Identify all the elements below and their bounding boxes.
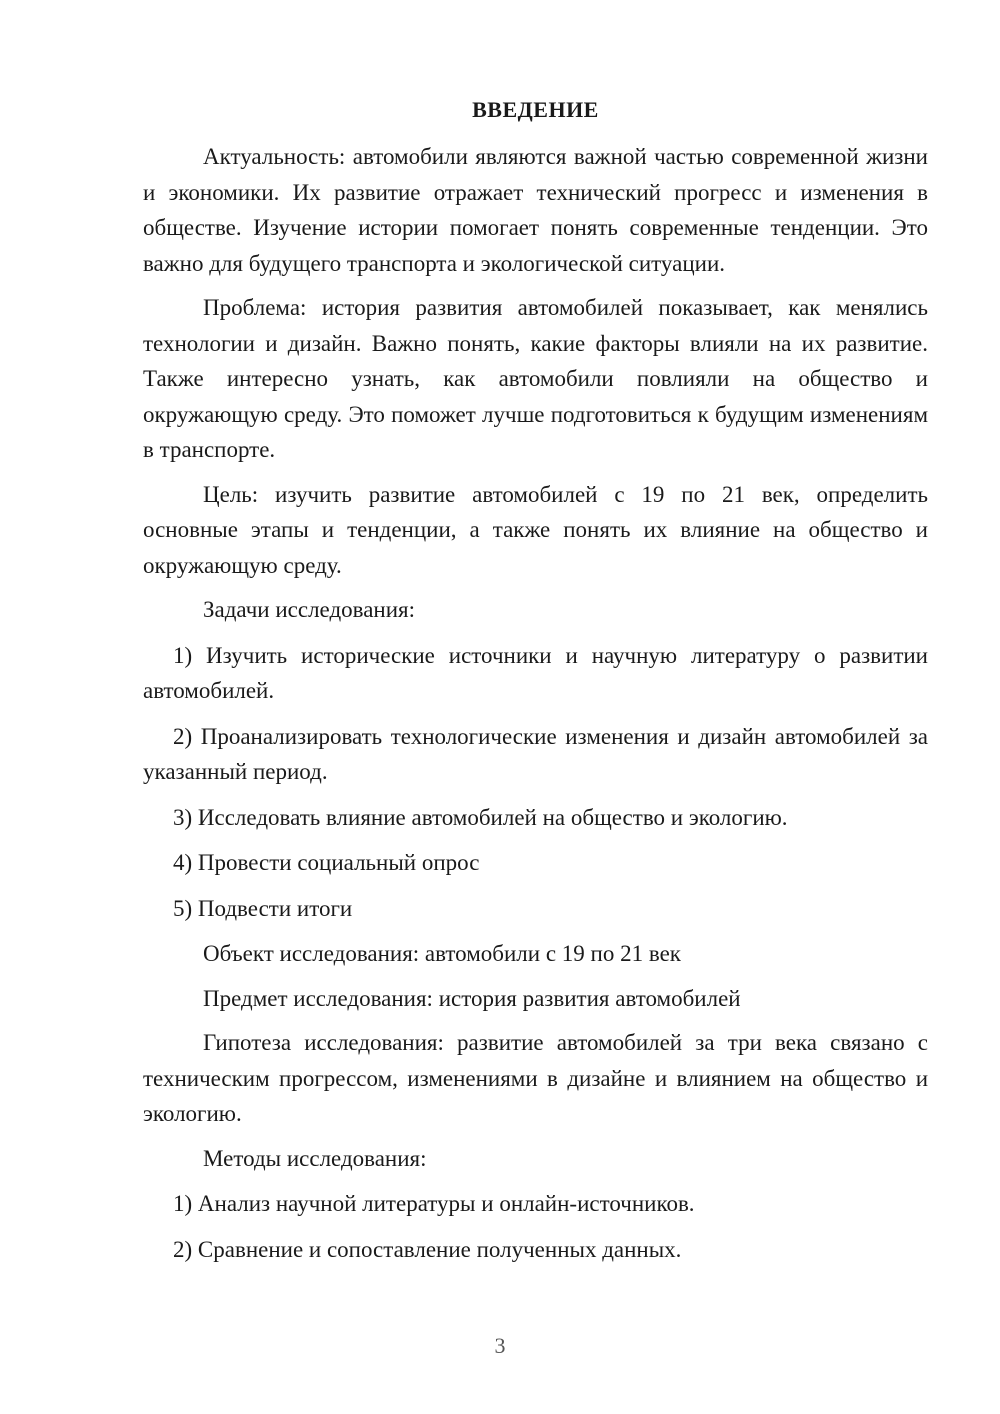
object-paragraph: Объект исследования: автомобили с 19 по 21 век	[203, 941, 681, 966]
page-number: 3	[494, 1333, 506, 1358]
task-item-2: 2) Проанализировать технологические изменения и дизайн автомобилей за указанный период.	[143, 723, 928, 784]
relevance-paragraph: Актуальность: автомобили являются важной частью современной жизни и экономики. Их развитие отражает технический прогресс и изменения в обществе. Изучение истории помогает понять современные тенденции. Это важно для будущего транспорта и экологической ситуации.	[143, 144, 928, 276]
method-item-2: 2) Сравнение и сопоставление полученных данных.	[173, 1236, 682, 1262]
hypothesis-paragraph: Гипотеза исследования: развитие автомобилей за три века связано с техническим прогрессом, изменениями в дизайне и влиянием на общество и экологию.	[143, 1030, 928, 1126]
problem-paragraph: Проблема: история развития автомобилей показывает, как менялись технологии и дизайн. Важно понять, какие факторы влияли на их развитие. Также интересно узнать, как автомобили повлияли на общество и окружающую среду. Это поможет лучше подготовиться к будущим изменениям в транспорте.	[143, 295, 928, 462]
tasks-title: Задачи исследования:	[203, 597, 416, 622]
task-item-3: 3) Исследовать влияние автомобилей на общество и экологию.	[173, 804, 788, 830]
methods-title: Методы исследования:	[203, 1145, 427, 1171]
goal-paragraph: Цель: изучить развитие автомобилей с 19 по 21 век, определить основные этапы и тенденции, а также понять их влияние на общество и окружающую среду.	[143, 481, 928, 578]
task-item-5: 5) Подвести итоги	[173, 895, 353, 921]
page-content	[143, 95, 928, 1267]
method-item-1: 1) Анализ научной литературы и онлайн-источников.	[173, 1191, 695, 1216]
section-heading: ВВЕДЕНИЕ	[472, 97, 599, 122]
task-item-4: 4) Провести социальный опрос	[173, 850, 480, 875]
task-item-1: 1) Изучить исторические источники и научную литературу о развитии автомобилей.	[143, 642, 928, 703]
subject-paragraph: Предмет исследования: история развития автомобилей	[203, 985, 741, 1011]
